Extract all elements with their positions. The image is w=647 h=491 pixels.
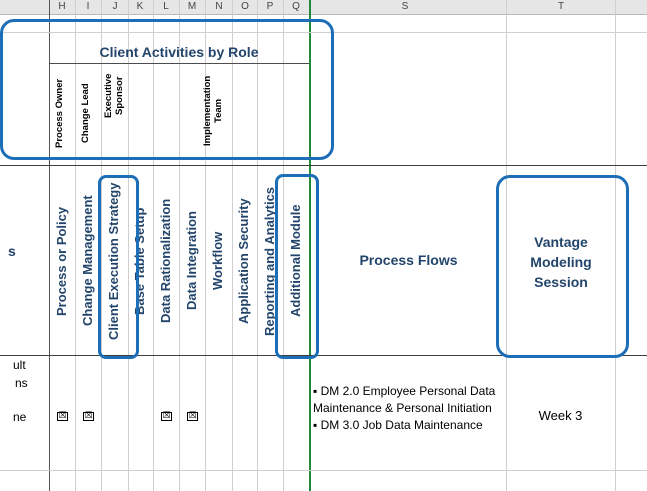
- checkbox-data-integration[interactable]: ☒: [188, 411, 197, 421]
- group-header-title: Client Activities by Role: [99, 44, 259, 60]
- column-letter-h[interactable]: H: [58, 1, 66, 12]
- gridline: [0, 165, 647, 166]
- role-implementation-team: Implementation Team: [202, 75, 224, 147]
- column-letter-o[interactable]: O: [241, 1, 249, 12]
- gridline: [179, 0, 180, 491]
- role-executive-sponsor: Executive Sponsor: [103, 73, 125, 119]
- role-change-lead: Change Lead: [80, 83, 91, 143]
- header-data-rationalization[interactable]: Data Rationalization: [158, 198, 173, 324]
- gridline: [128, 0, 129, 491]
- process-flow-item: ▪ DM 2.0 Employee Personal Data Maintenance & Personal Initiation: [313, 384, 496, 415]
- column-letter-q[interactable]: Q: [292, 1, 300, 12]
- header-data-integration[interactable]: Data Integration: [184, 211, 199, 311]
- left-header-fragment: s: [8, 243, 16, 259]
- gridline: [257, 0, 258, 491]
- header-additional-module[interactable]: Additional Module: [288, 204, 303, 318]
- column-letter-m[interactable]: M: [187, 1, 197, 12]
- gridline: [153, 0, 154, 491]
- checkbox-process-or-policy[interactable]: ☒: [58, 411, 67, 421]
- column-letter-l[interactable]: L: [163, 1, 169, 12]
- header-process-or-policy[interactable]: Process or Policy: [54, 206, 69, 316]
- gridline: [0, 355, 647, 356]
- column-letter-p[interactable]: P: [266, 1, 274, 12]
- header-reporting-and-analytics[interactable]: Reporting and Analytics: [262, 186, 277, 336]
- header-process-flows[interactable]: Process Flows: [359, 252, 458, 268]
- gridline: [0, 32, 647, 33]
- process-flows-cell[interactable]: [313, 383, 503, 434]
- gridline: [75, 0, 76, 491]
- left-cell-fragment: ult: [13, 358, 26, 372]
- header-client-execution-strategy[interactable]: Client Execution Strategy: [106, 182, 121, 340]
- column-letter-k[interactable]: K: [136, 1, 144, 12]
- header-application-security[interactable]: Application Security: [236, 198, 251, 324]
- gridline: [232, 0, 233, 491]
- role-process-owner: Process Owner: [54, 78, 65, 148]
- session-cell[interactable]: Week 3: [538, 408, 583, 423]
- gridline: [615, 0, 616, 491]
- header-workflow[interactable]: Workflow: [210, 231, 225, 291]
- column-letter-s[interactable]: S: [401, 1, 409, 12]
- left-cell-fragment: ns: [15, 376, 28, 390]
- column-letter-n[interactable]: N: [215, 1, 223, 12]
- column-letter-i[interactable]: I: [86, 1, 90, 12]
- header-base-table-setup[interactable]: Base Table Setup: [132, 207, 147, 315]
- column-letter-j[interactable]: J: [112, 1, 118, 12]
- checkbox-data-rationalization[interactable]: ☒: [162, 411, 171, 421]
- checkbox-change-management[interactable]: ☒: [84, 411, 93, 421]
- group-header-underline: [49, 63, 309, 64]
- header-vantage-modeling-session[interactable]: Vantage Modeling Session: [530, 234, 592, 290]
- gridline: [101, 0, 102, 491]
- column-header-bar: [0, 0, 647, 15]
- gridline: [0, 470, 647, 471]
- left-cell-fragment: ne: [13, 410, 27, 424]
- frozen-pane-divider: [309, 0, 311, 491]
- process-flow-item: ▪ DM 3.0 Job Data Maintenance: [313, 418, 483, 432]
- header-change-management[interactable]: Change Management: [80, 195, 95, 327]
- column-letter-t[interactable]: T: [557, 1, 565, 12]
- gridline: [283, 0, 284, 491]
- gridline: [49, 0, 50, 491]
